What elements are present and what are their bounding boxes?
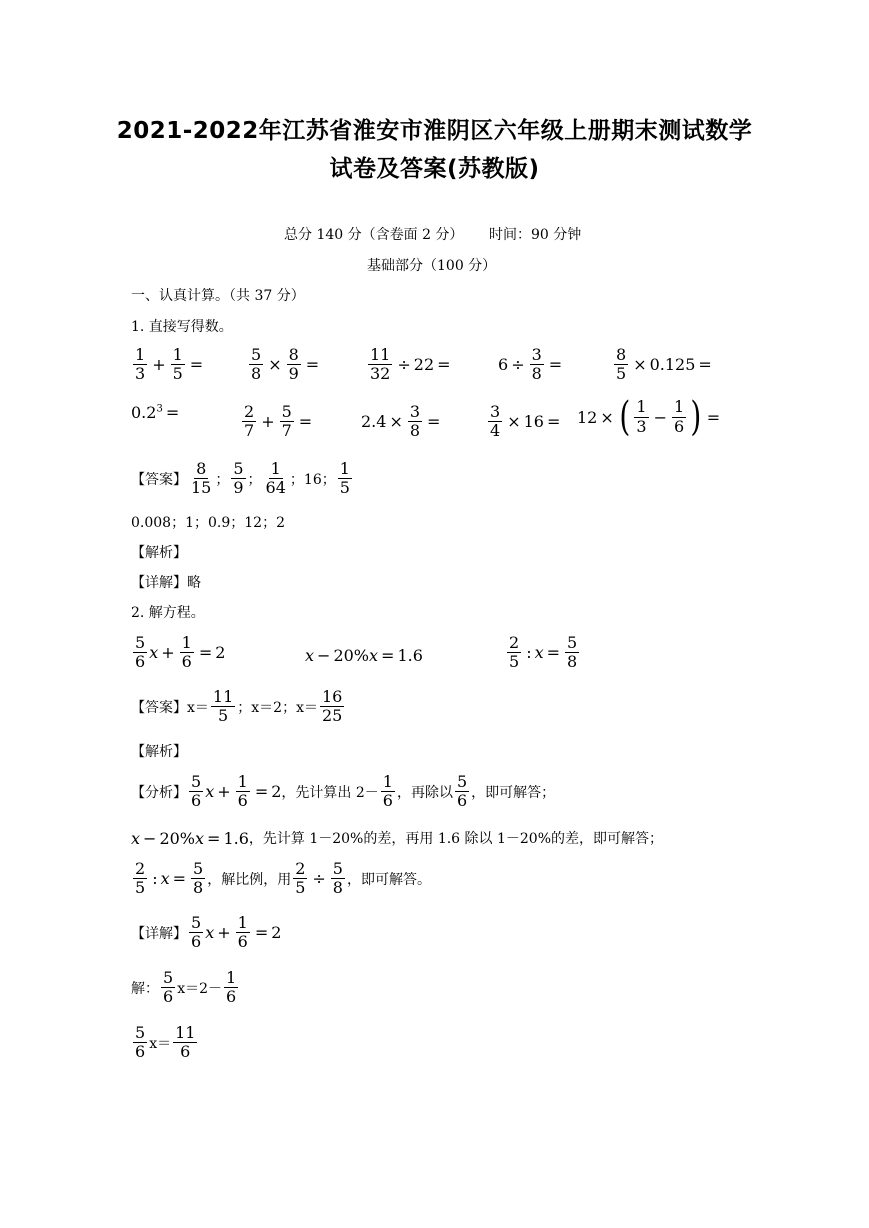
fenxi1-c: ，即可解答；	[471, 784, 556, 801]
exam-time: 时间：90 分钟	[489, 227, 582, 243]
expr-1-4: 6 ÷ $\frac{3}{8}$ =	[498, 345, 563, 384]
answer-separator: ；	[215, 471, 230, 488]
document-title-line1: 2021-2022年江苏省淮安市淮阴区六年级上册期末测试数学	[116, 118, 753, 144]
q2-answer-text2: ；x＝2；x＝	[237, 699, 318, 716]
section1-heading: 一、认真计算。（共 37 分）	[131, 288, 305, 304]
detail-line	[131, 576, 201, 590]
q1-heading: 1. 直接写得数。	[131, 319, 233, 335]
fenxi3-b: ，即可解答。	[346, 871, 431, 888]
jie-label: 解：	[131, 980, 159, 997]
solution-step-1: 解： $\frac{5}{6}$ x＝2－ $\frac{1}{6}$	[131, 968, 237, 1007]
q2-answer: 【答案】 x＝ $\frac{11}{5}$ ；x＝2；x＝ $\frac{16}{25}$	[131, 687, 343, 726]
expr-1-2: $\frac{5}{8}$ × $\frac{8}{9}$ =	[251, 345, 320, 384]
expr-2-4: $\frac{3}{4}$ × 16 =	[490, 402, 561, 441]
fenxi1-a: ，先计算出 2－	[281, 784, 379, 801]
answer-tag: 【答案】	[131, 699, 187, 716]
expr-2-1: $0.2^3$ =	[131, 403, 180, 422]
analysis-line-1: 【分析】 $\frac{5}{6}$ x + $\frac{1}{6}$ = 2 ，先计算出 2－ $\frac{1}{6}$ ，再除以 $\frac{5}{6}$ ，即可解答；	[131, 772, 556, 811]
answer-separator: ；	[289, 471, 304, 488]
detail-equation: 【详解】 $\frac{5}{6}$ x + $\frac{1}{6}$ = 2	[131, 913, 282, 952]
fenxi2: ，先计算 1－20%的差，再用 1.6 除以 1－20%的差，即可解答；	[248, 831, 664, 847]
equation-3: $\frac{2}{5}$ : x = $\frac{5}{8}$	[509, 633, 578, 672]
expr-1-1: $\frac{1}{3}$ + $\frac{1}{5}$ =	[135, 345, 204, 384]
document-title-line2: 试卷及答案(苏教版)	[329, 156, 540, 182]
step1-text: x＝2－	[177, 980, 222, 997]
expr-2-2: $\frac{2}{7}$ + $\frac{5}{7}$ =	[244, 402, 313, 441]
equation-1: $\frac{5}{6}$ x + $\frac{1}{6}$ = 2	[135, 633, 226, 672]
detail-tag: 【详解】	[131, 575, 187, 591]
analysis-tag: 【解析】	[131, 545, 187, 561]
fenxi-tag: 【分析】	[131, 784, 187, 801]
basic-part: 基础部分（100 分）	[367, 258, 497, 274]
answer-16: 16；	[303, 471, 336, 488]
analysis-line-3: $\frac{2}{5}$ : x = $\frac{5}{8}$ ，解比例，用 $\frac{2}{5}$ ÷ $\frac{5}{8}$ ，即可解答。	[135, 859, 431, 898]
fenxi1-b: ，再除以	[396, 784, 453, 801]
analysis-tag-2: 【解析】	[131, 744, 187, 760]
expr-1-5: $\frac{8}{5}$ × 0.125 =	[616, 345, 712, 384]
expr-1-3: $\frac{11}{32}$ ÷ 22 =	[370, 345, 451, 384]
expr-2-5: 12 × ( $\frac{1}{3}$ − $\frac{1}{6}$ ) =	[577, 394, 721, 440]
q2-answer-text1: x＝	[187, 699, 209, 716]
step2-text: x＝	[149, 1035, 172, 1052]
q1-answer-row1: 【答案】 $\frac{8}{15}$ ； $\frac{5}{9}$ ； $\frac{1}{64}$ ； 16； $\frac{1}{5}$	[131, 459, 350, 498]
xiangjie-tag: 【详解】	[131, 925, 187, 942]
analysis-line-2: x − 20% x = 1.6 ，先计算 1－20%的差，再用 1.6 除以 1－20%的差，即可解答；	[131, 828, 664, 848]
equation-2: x − 20% x = 1.6	[305, 646, 423, 665]
solution-step-2: $\frac{5}{6}$ x＝ $\frac{11}{6}$	[135, 1023, 196, 1062]
q2-heading: 2. 解方程。	[131, 605, 205, 621]
total-score: 总分 140 分（含卷面 2 分）	[284, 227, 464, 243]
answer-tag: 【答案】	[131, 471, 187, 488]
answer-separator: ；	[247, 471, 262, 488]
detail-text: 略	[187, 575, 201, 591]
q1-answer-row2: 0.008；1；0.9；12；2	[131, 515, 285, 531]
fenxi3-a: ，解比例，用	[207, 871, 292, 888]
expr-2-3: 2.4 × $\frac{3}{8}$ =	[361, 402, 441, 441]
